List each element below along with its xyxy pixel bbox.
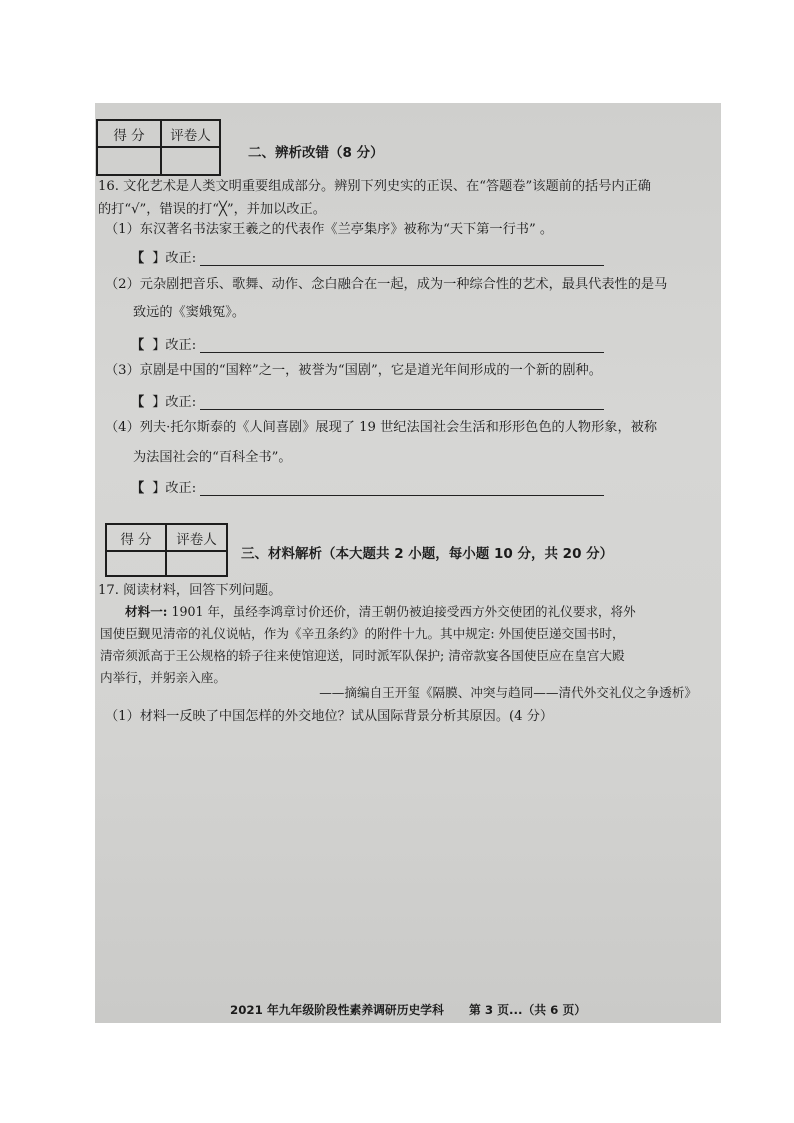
material1-source: ——摘编自王开玺《隔膜、冲突与趋同——清代外交礼仪之争透析》 [319,685,697,700]
grader-cell[interactable] [166,551,227,576]
correction-label: 】改正: [152,395,197,410]
material1-text: 1901 年，虽经李鸿章讨价还价，清王朝仍被迫接受西方外交使团的礼仪要求，将外 [167,604,636,619]
material1-line2: 国使臣觐见清帝的礼仪说帖，作为《辛丑条约》的附件十九。其中规定: 外国使臣递交国书时， [100,626,625,641]
score-label: 得 分 [97,120,161,147]
score-cell[interactable] [97,147,161,175]
footer-page-number: 第 3 页...（共 6 页） [469,1003,587,1017]
q16-item2-correction [131,334,604,353]
q17-stem: 17. 阅读材料，回答下列问题。 [98,583,282,598]
q16-item1-text: （1）东汉著名书法家王羲之的代表作《兰亭集序》被称为“天下第一行书” 。 [105,222,554,237]
q16-item2-text-cont: 致远的《窦娥冤》。 [133,305,246,320]
bracket-open: 【 [131,338,145,353]
q16-item3-text: （3）京剧是中国的“国粹”之一，被誉为“国剧”，它是道光年间形成的一个新的剧种。 [105,363,602,378]
score-label: 得 分 [106,524,166,551]
correction-label: 】改正: [152,481,197,496]
correction-line[interactable] [200,481,604,496]
section3-title: 三、材料解析（本大题共 2 小题，每小题 10 分，共 20 分） [241,546,614,562]
material1-line1 [125,601,636,623]
footer-exam-name: 2021 年九年级阶段性素养调研历史学科 [230,1003,444,1017]
correction-line[interactable] [200,338,604,353]
grader-label: 评卷人 [166,524,227,551]
q16-item4-text: （4）列夫·托尔斯泰的《人间喜剧》展现了 19 世纪法国社会生活和形形色色的人物形象，被称 [105,420,658,435]
q17-sub1: （1）材料一反映了中国怎样的外交地位？试从国际背景分析其原因。(4 分） [105,709,554,724]
grader-cell[interactable] [161,147,220,175]
material1-label: 材料一: [125,604,168,619]
q16-item4-correction [131,477,604,496]
material1-line3: 清帝须派高于王公规格的轿子往来使馆迎送，同时派军队保护; 清帝款宴各国使臣应在皇宫大殿 [100,648,625,663]
bracket-open: 【 [131,395,145,410]
bracket-open: 【 [131,251,145,266]
q16-stem-line1: 16. 文化艺术是人类文明重要组成部分。辨别下列史实的正误、在“答题卷”该题前的括号内正确 [98,179,651,194]
correction-label: 】改正: [152,251,197,266]
q16-stem-line2: 的打“√”，错误的打“╳”，并加以改正。 [98,202,326,217]
section2-title: 二、辨析改错（8 分） [248,145,384,161]
score-box-2 [105,523,228,577]
exam-sheet [95,103,721,1023]
q16-item1-correction [131,247,604,266]
correction-label: 】改正: [152,338,197,353]
correction-line[interactable] [200,395,604,410]
score-cell[interactable] [106,551,166,576]
q16-item4-text-cont: 为法国社会的“百科全书”。 [133,450,292,465]
correction-line[interactable] [200,251,604,266]
score-box-1 [96,119,221,176]
grader-label: 评卷人 [161,120,220,147]
q16-item3-correction [131,391,604,410]
q16-item2-text: （2）元杂剧把音乐、歌舞、动作、念白融合在一起，成为一种综合性的艺术，最具代表性的是马 [105,277,668,292]
bracket-open: 【 [131,481,145,496]
material1-line4: 内举行，并躬亲入座。 [100,670,226,685]
